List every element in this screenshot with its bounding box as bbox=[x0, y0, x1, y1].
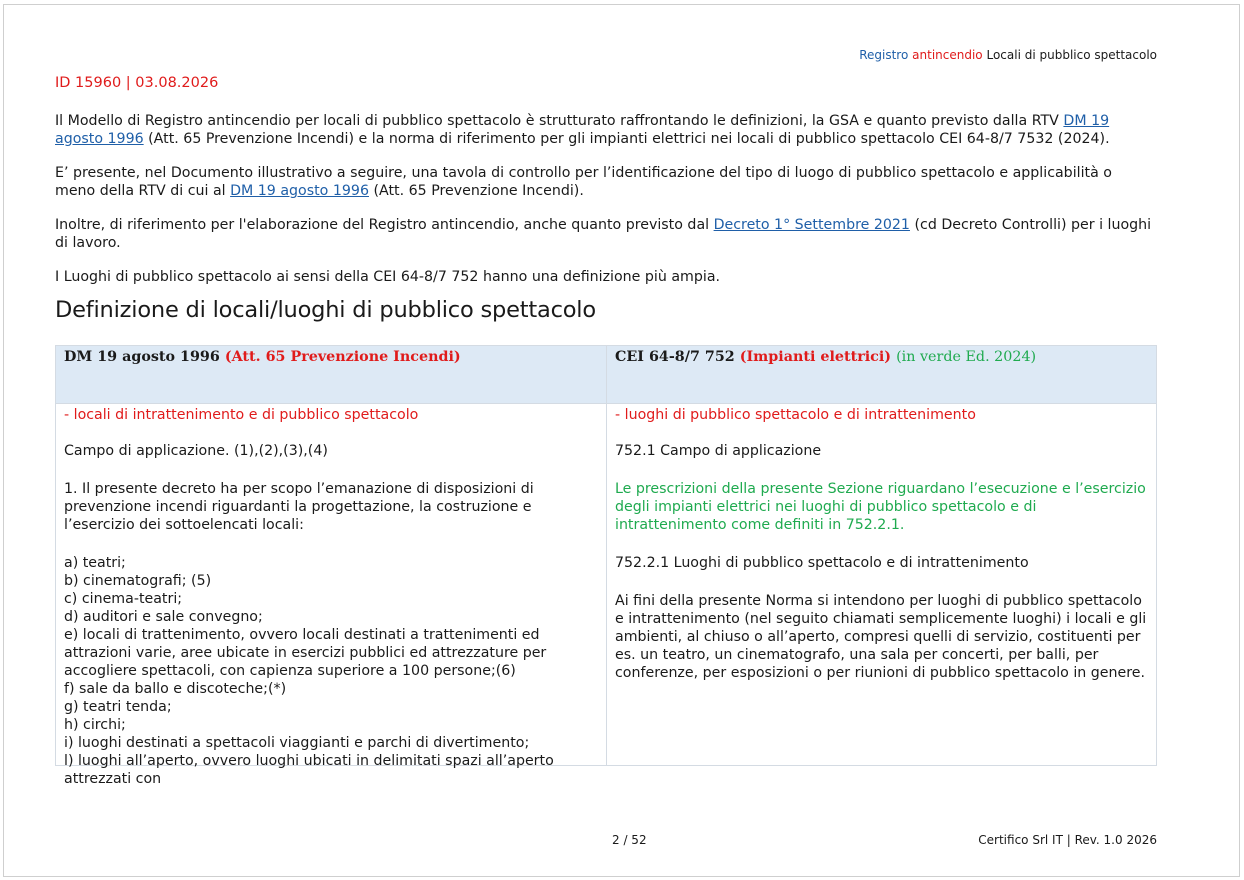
paragraph-2 bbox=[55, 164, 1155, 200]
list-item: e) locali di trattenimento, ovvero locali destinati a trattenimenti ed attrazioni varie, aree ubicate in esercizi pubblici ed attrezzature per accogliere spettacoli, con capienza superiore a 100 persone;(6) bbox=[64, 627, 547, 679]
list-item: f) sale da ballo e discoteche;(*) bbox=[64, 681, 287, 697]
table-cell-cei bbox=[606, 404, 1156, 766]
page-number: 2 / 52 bbox=[612, 833, 647, 847]
table-header-row bbox=[56, 346, 1156, 404]
list-item: d) auditori e sale convegno; bbox=[64, 609, 263, 625]
link-decreto-controlli[interactable]: Decreto 1° Settembre 2021 bbox=[713, 217, 910, 233]
p2-text-b: (Att. 65 Prevenzione Incendi). bbox=[368, 183, 584, 199]
definitions-table bbox=[55, 345, 1157, 787]
dm-subtitle: - locali di intrattenimento e di pubblico spettacolo bbox=[64, 407, 419, 423]
list-item: a) teatri; bbox=[64, 555, 126, 571]
p3-text-a: Inoltre, di riferimento per l'elaborazione del Registro antincendio, anche quanto previsto dal bbox=[55, 217, 714, 233]
cei-definition: Ai fini della presente Norma si intendono per luoghi di pubblico spettacolo e intrattenimento (nel seguito chiamati semplicemente luoghi) i locali e gli ambienti, al chiuso o all’aperto, compresi quelli di servizio, costituenti per es. un teatro, un cinematografo, una sala per concerti, per balli, per conferenze, per esposizioni o per riunioni di pubblico spettacolo in genere. bbox=[615, 593, 1147, 681]
intro-text bbox=[55, 112, 1155, 302]
document-id: ID 15960 | 03.08.2026 bbox=[55, 75, 219, 91]
list-item: c) cinema-teatri; bbox=[64, 591, 183, 607]
p2-text-a: E’ presente, nel Documento illustrativo a seguire, una tavola di controllo per l’identificazione del tipo di luogo di pubblico spettacolo e applicabilità o meno della RTV di cui al bbox=[55, 165, 1112, 199]
dm-campo: Campo di applicazione. (1),(2),(3),(4) bbox=[64, 443, 328, 459]
section-title: Definizione di locali/luoghi di pubblico spettacolo bbox=[55, 297, 596, 323]
header-cei-main: CEI 64-8/7 752 bbox=[615, 349, 735, 365]
footer-revision: Certifico Srl IT | Rev. 1.0 2026 bbox=[978, 833, 1157, 847]
list-item: b) cinematografi; (5) bbox=[64, 573, 212, 589]
dm-intro: 1. Il presente decreto ha per scopo l’emanazione di disposizioni di prevenzione incendi riguardanti la progettazione, la costruzione e l’esercizio dei sottoelencati locali: bbox=[64, 481, 534, 533]
link-dm-19-agosto-1996-2[interactable]: DM 19 agosto 1996 bbox=[230, 183, 369, 199]
table-header-cei bbox=[606, 346, 1156, 403]
p3-text-b: (cd Decreto Controlli) per i luoghi di lavoro. bbox=[55, 217, 1152, 251]
paragraph-4: I Luoghi di pubblico spettacolo ai sensi della CEI 64-8/7 752 hanno una definizione più ampia. bbox=[55, 269, 721, 285]
p1-text-a: Il Modello di Registro antincendio per locali di pubblico spettacolo è strutturato raffrontando le definizioni, la GSA e quanto previsto dalla RTV bbox=[55, 113, 1064, 129]
header-cei-green: (in verde Ed. 2024) bbox=[896, 349, 1037, 365]
list-item: h) circhi; bbox=[64, 717, 126, 733]
table-header-dm bbox=[56, 346, 606, 403]
cei-section-752-1: 752.1 Campo di applicazione bbox=[615, 443, 822, 459]
list-item: l) luoghi all’aperto, ovvero luoghi ubicati in delimitati spazi all’aperto attrezzati con bbox=[64, 753, 554, 787]
header-cei-red: (Impianti elettrici) bbox=[739, 349, 892, 365]
cei-green-text: Le prescrizioni della presente Sezione riguardano l’esecuzione e l’esercizio degli impianti elettrici nei luoghi di pubblico spettacolo e di intrattenimento come definiti in 752.2.1. bbox=[615, 481, 1146, 533]
document-page bbox=[3, 4, 1240, 877]
list-item: i) luoghi destinati a spettacoli viaggianti e parchi di divertimento; bbox=[64, 735, 530, 751]
header-locali: Locali di pubblico spettacolo bbox=[986, 48, 1157, 62]
list-item: g) teatri tenda; bbox=[64, 699, 172, 715]
paragraph-3 bbox=[55, 216, 1155, 252]
table-body-row bbox=[56, 404, 1156, 787]
running-header bbox=[859, 47, 1157, 63]
header-antincendio: antincendio bbox=[912, 48, 983, 62]
header-dm-main: DM 19 agosto 1996 bbox=[64, 349, 220, 365]
paragraph-1 bbox=[55, 112, 1155, 148]
dm-item-list bbox=[64, 554, 598, 788]
header-dm-red: (Att. 65 Prevenzione Incendi) bbox=[224, 349, 461, 365]
cei-subtitle: - luoghi di pubblico spettacolo e di intrattenimento bbox=[615, 407, 976, 423]
link-dm-19-agosto-1996[interactable]: DM 19 agosto 1996 bbox=[55, 113, 1110, 147]
cei-section-752-2-1: 752.2.1 Luoghi di pubblico spettacolo e di intrattenimento bbox=[615, 555, 1029, 571]
table-cell-dm bbox=[56, 404, 606, 787]
p1-text-b: (Att. 65 Prevenzione Incendi) e la norma di riferimento per gli impianti elettrici nei locali di pubblico spettacolo CEI 64-8/7 7532 (2024). bbox=[143, 131, 1110, 147]
header-registro: Registro bbox=[859, 48, 909, 62]
